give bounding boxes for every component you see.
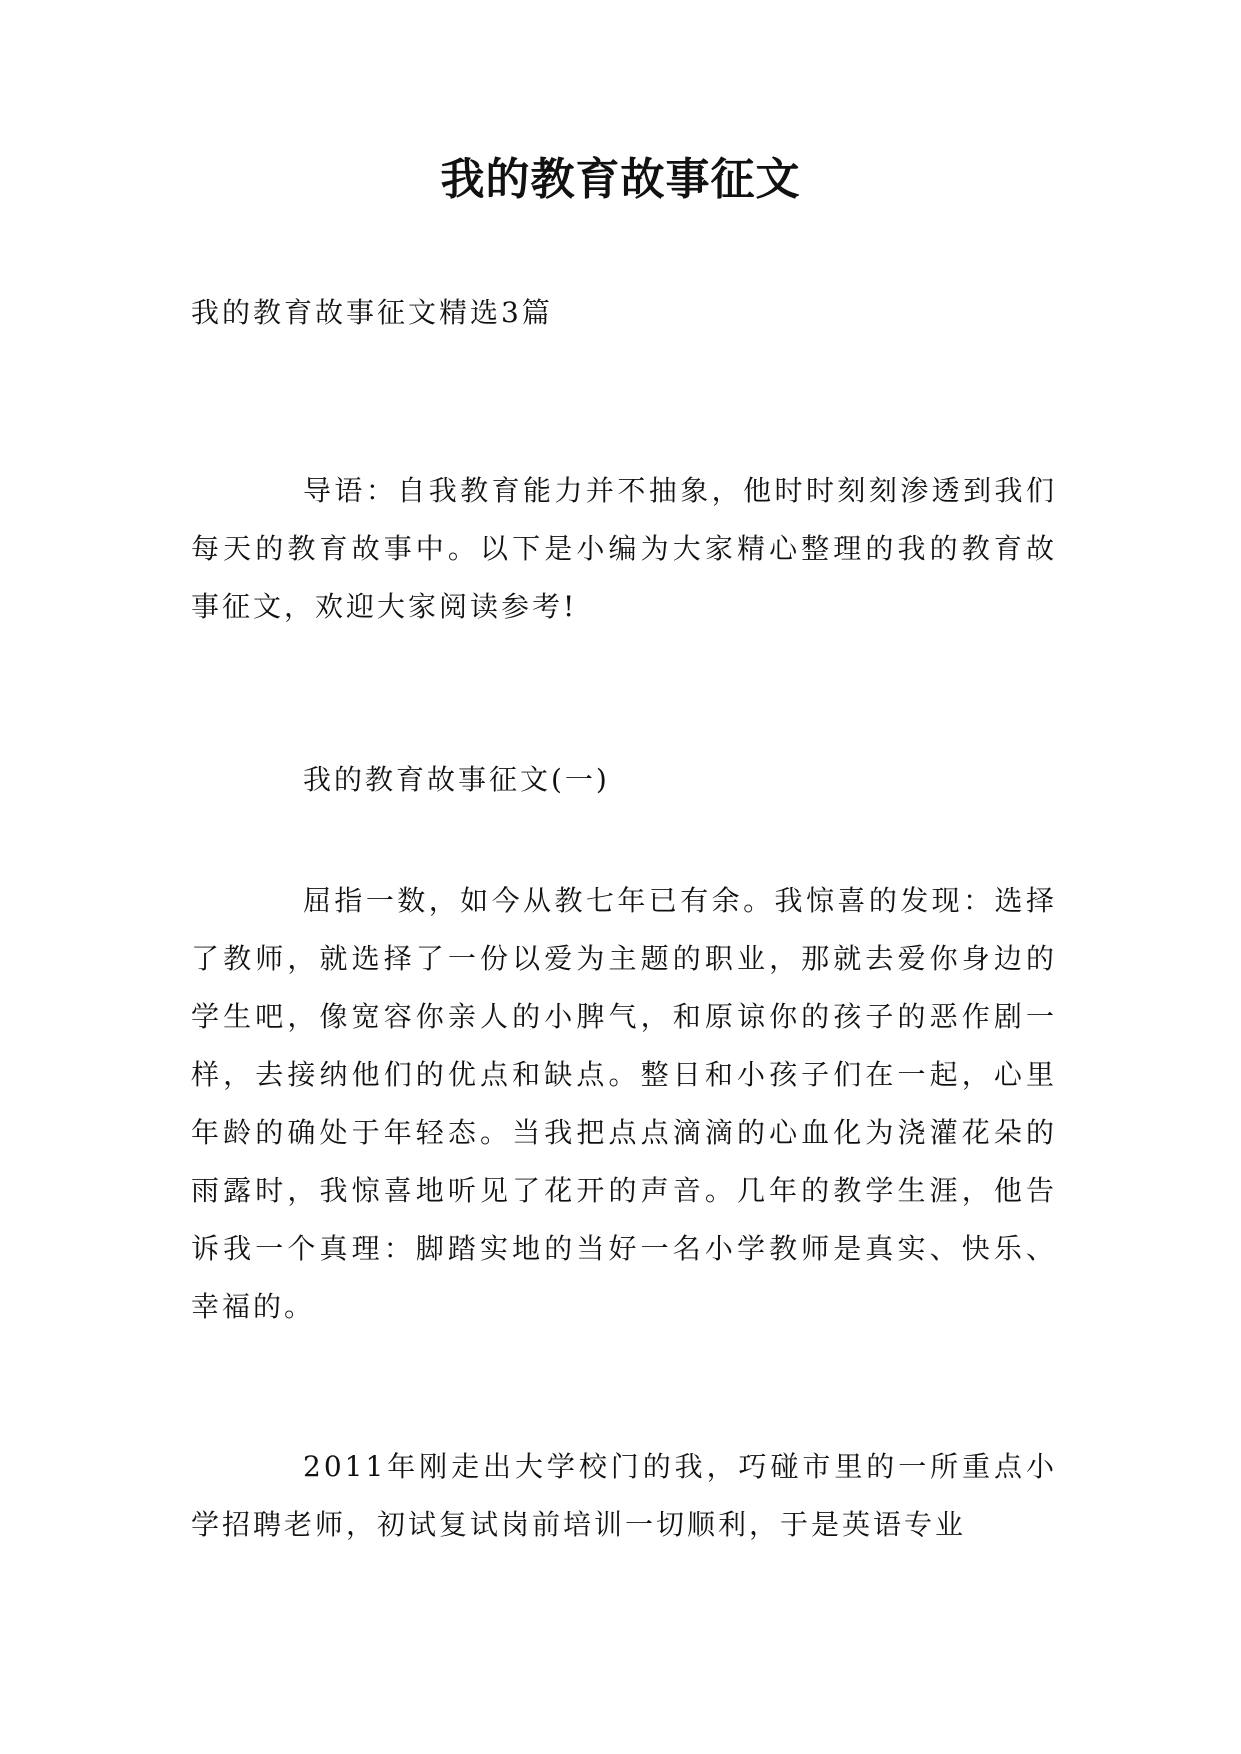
document-subtitle: 我的教育故事征文精选3篇 [191, 296, 553, 329]
document-title: 我的教育故事征文 [440, 154, 801, 205]
body-paragraph-1: 屈指一数，如今从教七年已有余。我惊喜的发现：选择了教师，就选择了一份以爱为主题的职业，那就去爱你身边的学生吧，像宽容你亲人的小脾气，和原谅你的孩子的恶作剧一样，去接纳他们的优点和缺点。整日和小孩子们在一起，心里年龄的确处于年轻态。当我把点点滴滴的心血化为浇灌花朵的雨露时，我惊喜地听见了花开的声音。几年的教学生涯，他告诉我一个真理：脚踏实地的当好一名小学教师是真实、快乐、幸福的。 [191, 884, 1057, 1323]
section-heading: 我的教育故事征文(一) [303, 763, 610, 796]
body-paragraph-2: 2011年刚走出大学校门的我，巧碰市里的一所重点小学招聘老师，初试复试岗前培训一切顺利，于是英语专业 [191, 1450, 1057, 1541]
intro-paragraph: 导语：自我教育能力并不抽象，他时时刻刻渗透到我们每天的教育故事中。以下是小编为大家精心整理的我的教育故事征文，欢迎大家阅读参考! [191, 474, 1057, 623]
